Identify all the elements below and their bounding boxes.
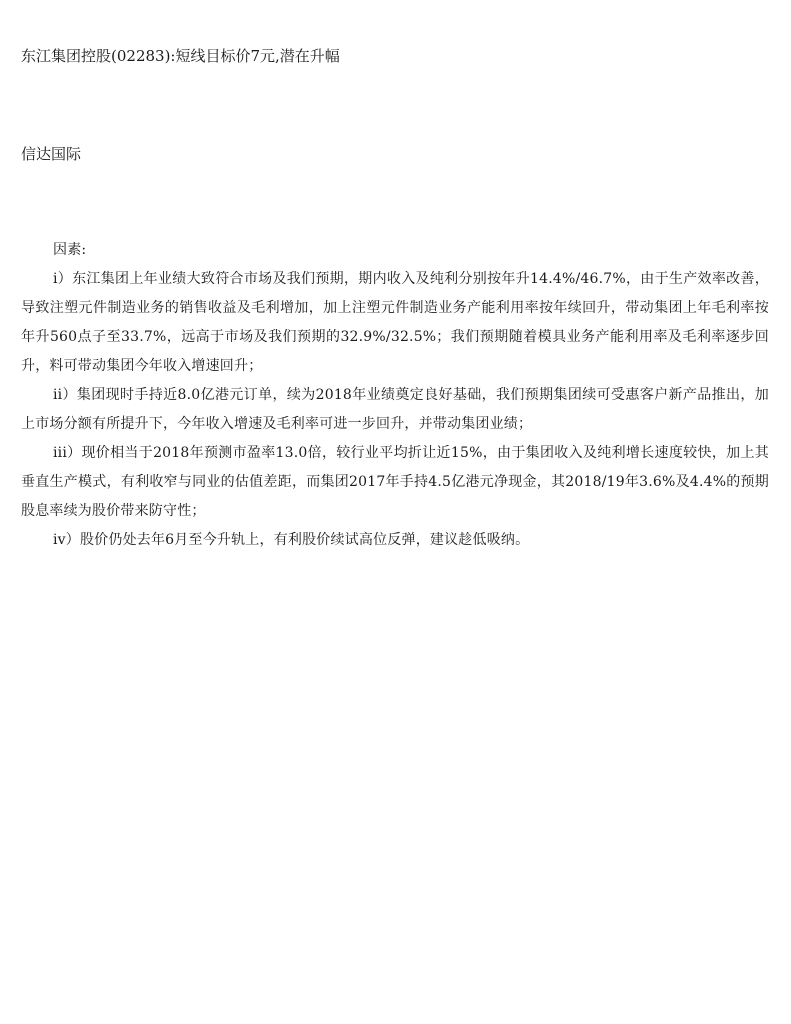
article-body [21,236,769,555]
factor-point-1: i）东江集团上年业绩大致符合市场及我们预期，期内收入及纯利分别按年升14.4%/46.7%，由于生产效率改善，导致注塑元件制造业务的销售收益及毛利增加，加上注塑元件制造业务产能利用率按年续回升，带动集团上年毛利率按年升560点子至33.7%，远高于市场及我们预期的32.9%/32.5%；我们预期随着模具业务产能利用率及毛利率逐步回升，料可带动集团今年收入增速回升； [21,271,769,374]
factor-point-2: ii）集团现时手持近8.0亿港元订单，续为2018年业绩奠定良好基础，我们预期集团续可受惠客户新产品推出，加上市场分额有所提升下，今年收入增速及毛利率可进一步回升，并带动集团业绩； [21,387,769,432]
factors-heading: 因素: [53,242,87,258]
factor-point-4: iv）股价仍处去年6月至今升轨上，有利股价续试高位反弹，建议趁低吸纳。 [53,532,530,548]
article-title: 东江集团控股(02283):短线目标价7元,潜在升幅 [21,47,340,65]
factor-point-3: iii）现价相当于2018年预测市盈率13.0倍，较行业平均折让近15%，由于集团收入及纯利增长速度较快，加上其垂直生产模式，有利收窄与同业的估值差距，而集团2017年手持4.5亿港元净现金，其2018/19年3.6%及4.4%的预期股息率续为股价带来防守性； [21,445,769,519]
article-source: 信达国际 [21,145,82,163]
